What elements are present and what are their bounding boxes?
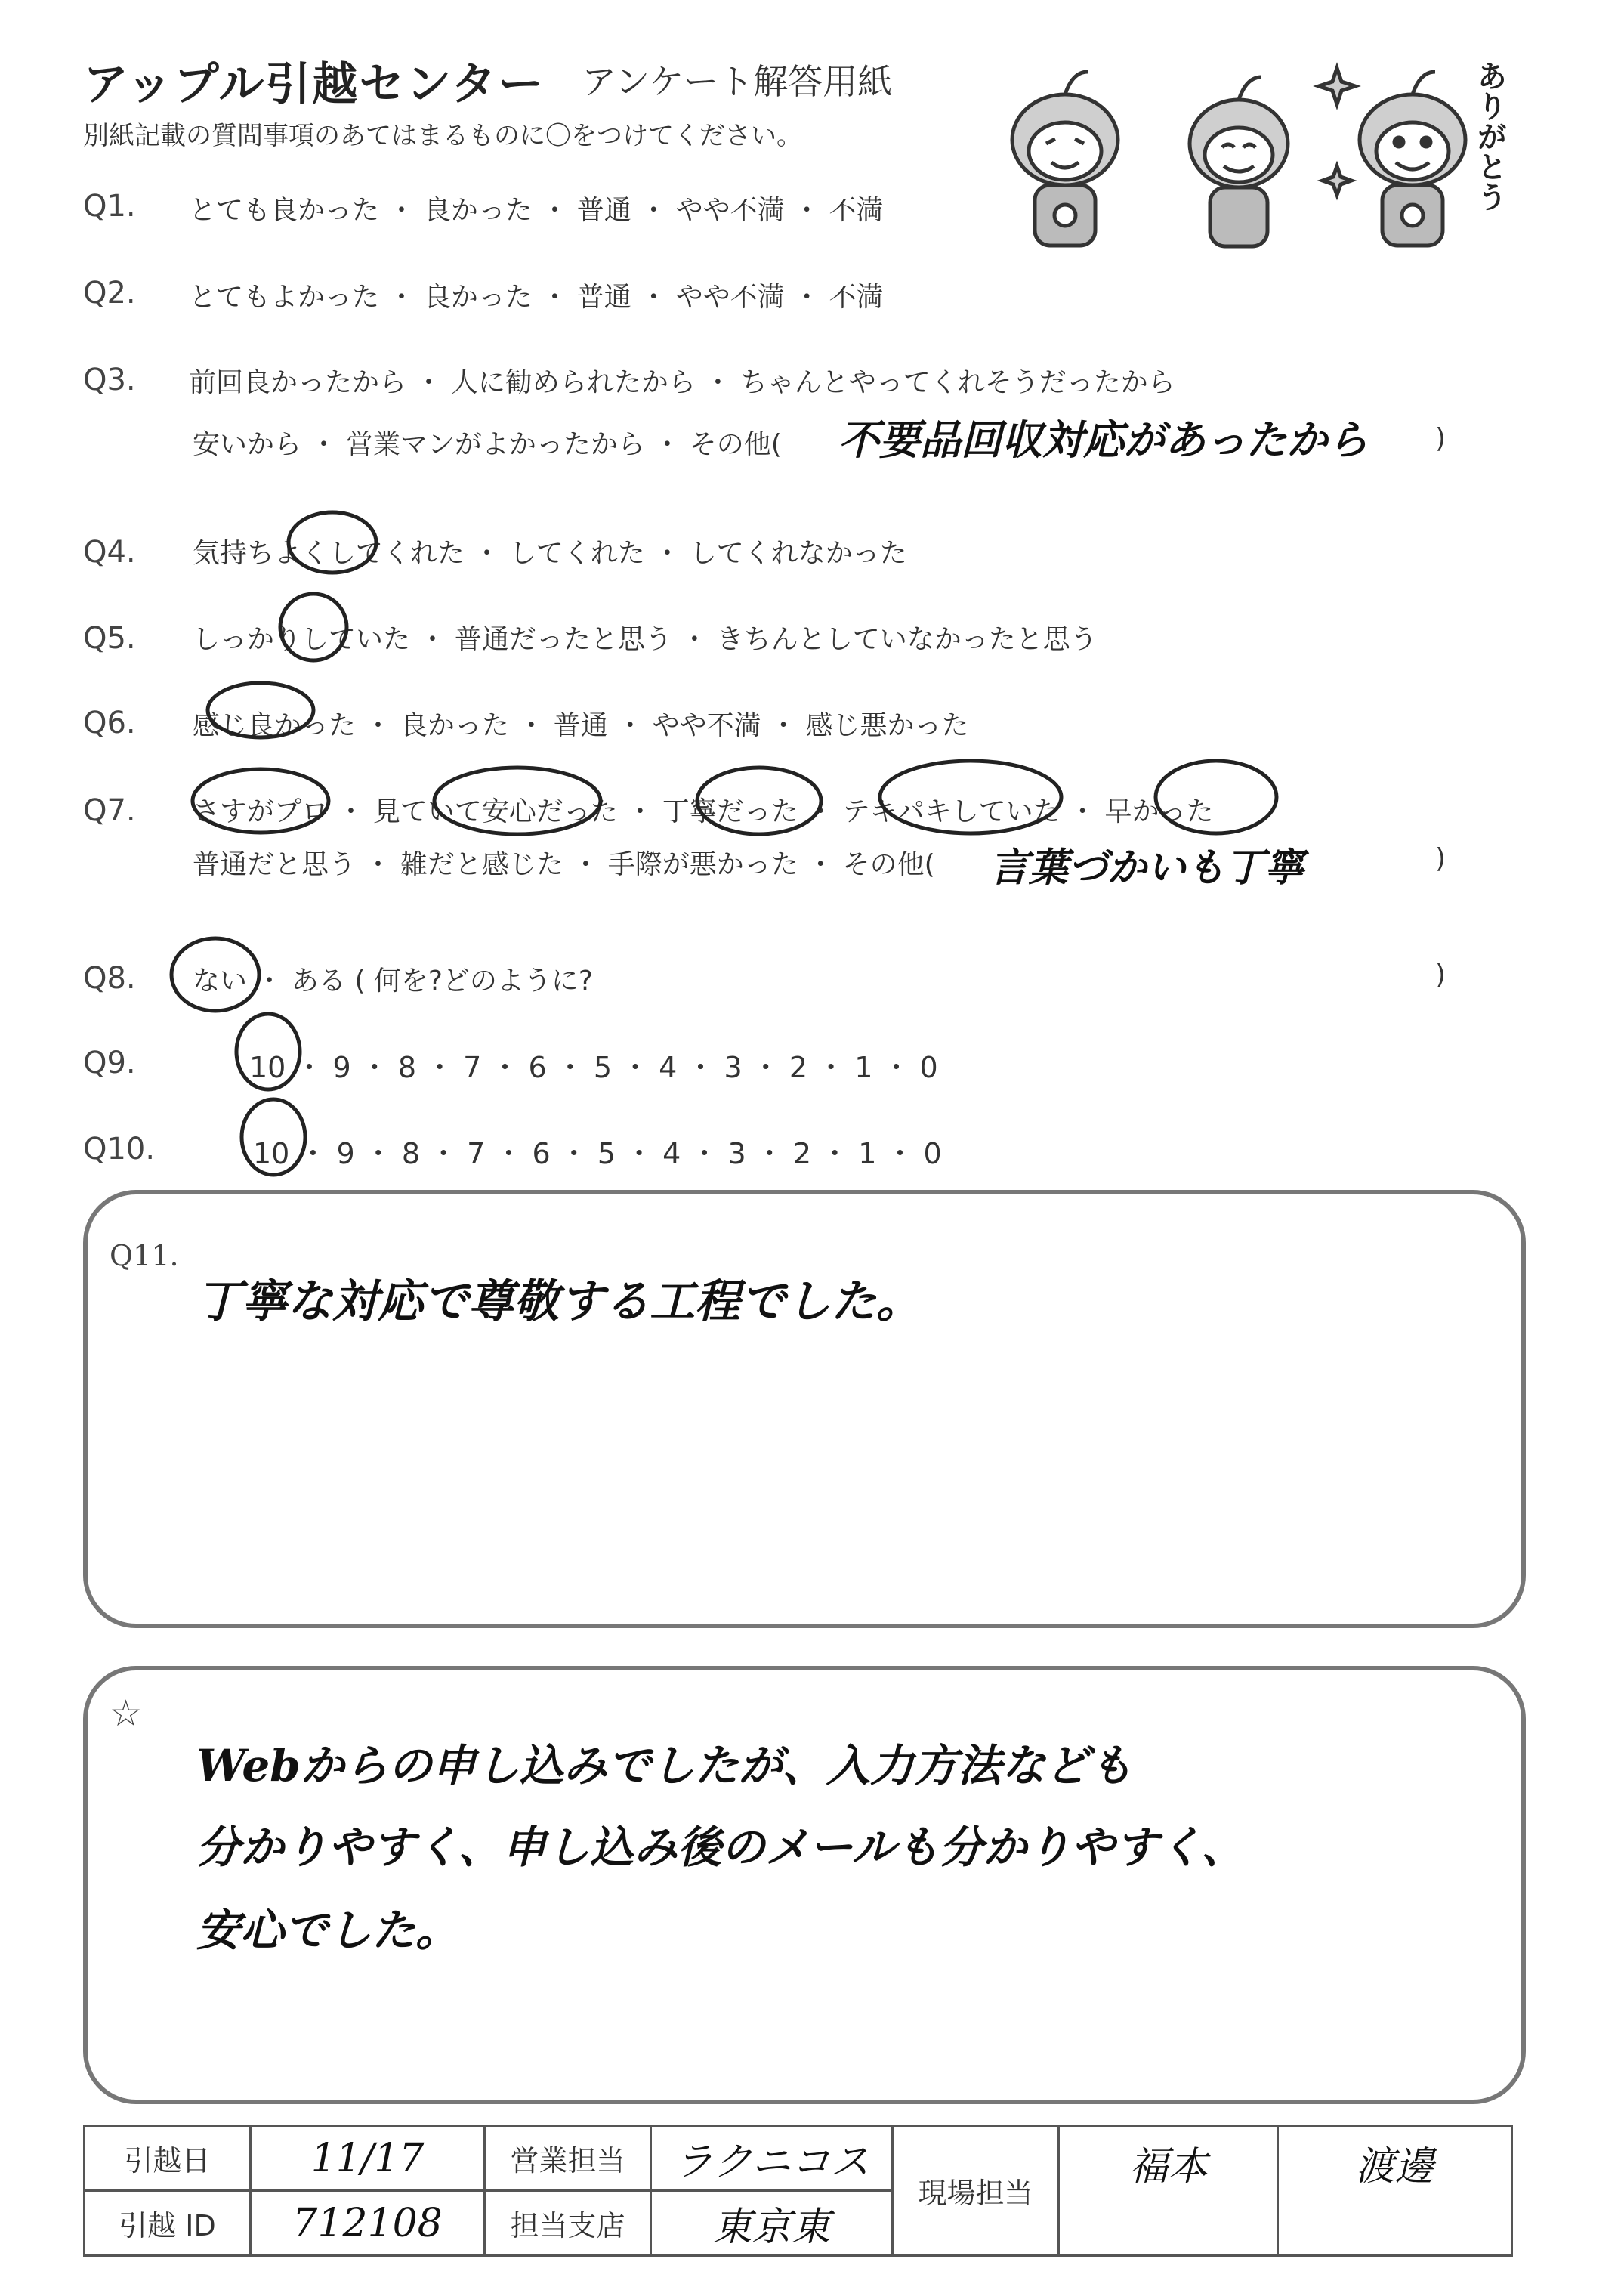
q9-circle [236,1014,300,1089]
q7-options-line1: さすがプロ ・ 見ていて安心だった ・ 丁寧だった ・ テキパキしていた ・ 早かった [193,796,1214,827]
q6-label: Q6. [83,706,136,740]
q7-circle-tekipaki [880,761,1061,833]
q8-close-paren: ) [1435,960,1446,990]
site-rep-2: 渡邊 [1278,2126,1512,2256]
q5-circle [280,594,347,660]
q7-circle-teinei [697,768,821,834]
page-title: アップル引越センター [83,58,545,111]
q11-answer: 丁寧な対応で尊敬する工程でした。 [196,1275,922,1328]
q8-circle [171,938,259,1011]
site-rep-1: 福本 [1059,2126,1278,2256]
q7-circle-hayakatta [1156,761,1277,833]
star-icon: ☆ [110,1692,143,1735]
comment-line-1: Webからの申し込みでしたが、入力方法なども [196,1740,1133,1791]
q11-label: Q11. [110,1239,179,1272]
q2-options: とてもよかった ・ 良かった ・ 普通 ・ やや不満 ・ 不満 [189,282,884,313]
move-date-value: 11/17 [251,2126,485,2191]
q5-label: Q5. [83,621,136,656]
move-id-label: 引越 ID [85,2191,251,2256]
info-table [83,2125,1513,2257]
q1-options: とても良かった ・ 良かった ・ 普通 ・ やや不満 ・ 不満 [189,195,884,226]
q7-close-paren: ) [1435,843,1446,874]
q7-options-line2: 普通だと思う ・ 雑だと感じた ・ 手際が悪かった ・ その他( [193,849,935,880]
q7-circle-anshin [434,768,601,834]
q7-handwritten-answer: 言葉づかいも丁寧 [990,845,1304,891]
q1-label: Q1. [83,189,136,224]
q3-handwritten-answer: 不要品回収対応があったから [838,416,1369,464]
site-rep-label: 現場担当 [893,2126,1059,2256]
comment-line-3: 安心でした。 [196,1905,460,1956]
q10-circle [242,1099,305,1175]
q3-options-line1: 前回良かったから ・ 人に勧められたから ・ ちゃんとやってくれそうだったから [189,367,1175,398]
q8-label: Q8. [83,961,136,996]
q4-circle [289,512,376,573]
sales-rep-value: ラクニコス [651,2126,893,2191]
mascot-caption: ありがとう [1472,60,1507,212]
q4-label: Q4. [83,535,136,570]
q3-label: Q3. [83,363,136,397]
q3-close-paren: ) [1435,423,1446,454]
move-id-value: 712108 [251,2191,485,2256]
sales-rep-label: 営業担当 [485,2126,651,2191]
q5-options: しっかりしていた ・ 普通だったと思う ・ きちんとしていなかったと思う [193,624,1098,655]
move-date-label: 引越日 [85,2126,251,2191]
q8-options: ない ・ ある ( 何を?どのように? [193,966,594,997]
q9-scale: 10 ・ 9 ・ 8 ・ 7 ・ 6 ・ 5 ・ 4 ・ 3 ・ 2 ・ 1 ・ 0 [249,1051,938,1084]
q6-options: 感じ良かった ・ 良かった ・ 普通 ・ やや不満 ・ 感じ悪かった [193,710,969,741]
q11-box [83,1190,1526,1628]
branch-label: 担当支店 [485,2191,651,2256]
comment-line-2: 分かりやすく、申し込み後のメールも分かりやすく、 [196,1822,1246,1873]
q10-label: Q10. [83,1132,156,1167]
q7-circle-pro [193,769,329,833]
instruction-text: 別紙記載の質問事項のあてはまるものに〇をつけてください。 [83,121,802,151]
q9-label: Q9. [83,1046,136,1080]
branch-value: 東京東 [651,2191,893,2256]
q2-label: Q2. [83,276,136,311]
q7-label: Q7. [83,793,136,828]
q10-scale: 10 ・ 9 ・ 8 ・ 7 ・ 6 ・ 5 ・ 4 ・ 3 ・ 2 ・ 1 ・ 0 [253,1137,942,1170]
q6-circle [208,683,313,737]
page-subtitle: アンケート解答用紙 [582,61,893,102]
q4-options: 気持ちよくしてくれた ・ してくれた ・ してくれなかった [193,538,907,569]
q3-options-line2: 安いから ・ 営業マンがよかったから ・ その他( [193,429,782,460]
